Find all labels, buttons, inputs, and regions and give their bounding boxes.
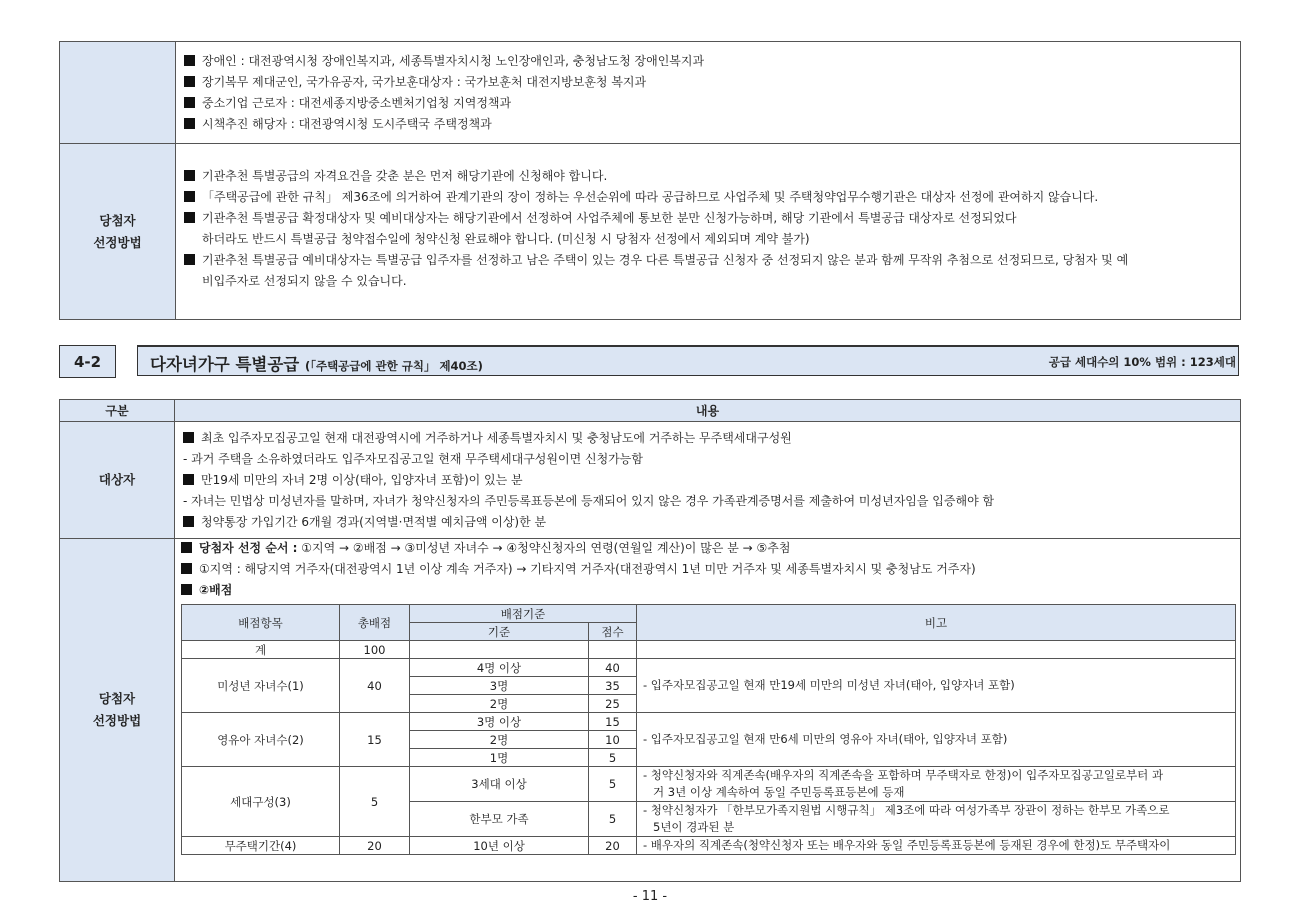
infant-note: - 입주자모집공고일 현재 만6세 미만의 영유아 자녀(태아, 입양자녀 포함) <box>637 713 1236 767</box>
score-title: ②배점 <box>181 580 1236 601</box>
header-note: 비고 <box>637 605 1236 641</box>
points-cell: 5 <box>589 767 637 802</box>
top-selection-cell <box>176 144 1241 320</box>
selection-region: ①지역 : 해당지역 거주자(대전광역시 1년 이상 계속 거주자) → 기타지역 거주자(대전광역시 1년 미만 거주자 및 세종특별자치시 및 충청남도 거주자) <box>181 559 1236 580</box>
infant-label: 영유아 자녀수(2) <box>182 713 340 767</box>
points-cell: 10 <box>589 731 637 749</box>
contacts-cell <box>176 42 1241 144</box>
header-total: 총배점 <box>340 605 410 641</box>
basis-cell: 1명 <box>410 749 589 767</box>
basis-cell: 10년 이상 <box>410 837 589 855</box>
target-line: - 과거 주택을 소유하였더라도 입주자모집공고일 현재 무주택세대구성원이면 신청가능함 <box>183 451 643 466</box>
points-cell: 40 <box>589 659 637 677</box>
selection-order: 당첨자 선정 순서 : ①지역 → ②배점 → ③미성년 자녀수 → ④청약신청자의 연령(연월일 계산)이 많은 분 → ⑤추첨 <box>181 538 1236 559</box>
minor-note: - 입주자모집공고일 현재 만19세 미만의 미성년 자녀(태아, 입양자녀 포함) <box>637 659 1236 713</box>
target-line: 만19세 미만의 자녀 2명 이상(태아, 입양자녀 포함)이 있는 분 <box>183 470 1232 491</box>
homeless-total: 20 <box>340 837 410 855</box>
selection-label: 당첨자 선정방법 <box>60 539 175 882</box>
household-label: 세대구성(3) <box>182 767 340 837</box>
basis-cell: 2명 <box>410 695 589 713</box>
contact-item: 장기복무 제대군인, 국가유공자, 국가보훈대상자 : 국가보훈처 대전지방보훈청 복지과 <box>184 72 1232 93</box>
header-item: 배점항목 <box>182 605 340 641</box>
single-parent-note: - 청약신청자가 「한부모가족지원법 시행규칙」 제3조에 따라 여성가족부 장관이 정하는 한부모 가족으로 5년이 경과된 분 <box>637 802 1236 837</box>
selection-item-cont: 비입주자로 선정되지 않을 수 있습니다. <box>202 273 407 288</box>
basis-cell: 2명 <box>410 731 589 749</box>
points-cell: 20 <box>589 837 637 855</box>
target-line: 최초 입주자모집공고일 현재 대전광역시에 거주하거나 세종특별자치시 및 충청남도에 거주하는 무주택세대구성원 <box>183 428 1232 449</box>
section-number: 4-2 <box>59 345 116 378</box>
basis-cell: 한부모 가족 <box>410 802 589 837</box>
minor-total: 40 <box>340 659 410 713</box>
target-line: - 자녀는 민법상 미성년자를 말하며, 자녀가 청약신청자의 주민등록표등본에 등재되어 있지 않은 경우 가족관계증명서를 제출하여 미성년자임을 입증해야 함 <box>183 493 995 508</box>
top-label-cell <box>60 42 176 144</box>
selection-item: 기관추천 특별공급 확정대상자 및 예비대상자는 해당기관에서 선정하여 사업주체에 통보한 분만 신청가능하며, 해당 기관에서 특별공급 대상자로 선정되었다 <box>184 208 1232 229</box>
main-table <box>59 399 1241 882</box>
section-title: 다자녀가구 특별공급 <box>150 355 300 374</box>
contact-item: 중소기업 근로자 : 대전세종지방중소벤처기업청 지역정책과 <box>184 93 1232 114</box>
sum-value: 100 <box>340 641 410 659</box>
points-cell: 15 <box>589 713 637 731</box>
selection-item: 기관추천 특별공급의 자격요건을 갖춘 분은 먼저 해당기관에 신청해야 합니다. <box>184 166 1232 187</box>
points-cell: 5 <box>589 802 637 837</box>
basis-cell: 3명 이상 <box>410 713 589 731</box>
score-table <box>181 604 1236 855</box>
selection-item: 기관추천 특별공급 예비대상자는 특별공급 입주자를 선정하고 남은 주택이 있는 경우 다른 특별공급 신청자 중 선정되지 않은 분과 함께 무작위 추첨으로 선정되므로, 당첨자 및 예 <box>184 250 1232 271</box>
col-header-content: 내용 <box>175 400 1241 422</box>
points-cell: 25 <box>589 695 637 713</box>
target-line: 청약통장 가입기간 6개월 경과(지역별·면적별 예치금액 이상)한 분 <box>183 512 1232 533</box>
section-title-bar <box>137 345 1239 376</box>
basis-cell: 3세대 이상 <box>410 767 589 802</box>
homeless-note: - 배우자의 직계존속(청약신청자 또는 배우자와 동일 주민등록표등본에 등재된 경우에 한정)도 무주택자이 <box>637 837 1236 855</box>
selection-cell <box>175 539 1241 882</box>
household-total: 5 <box>340 767 410 837</box>
basis-cell: 4명 이상 <box>410 659 589 677</box>
homeless-label: 무주택기간(4) <box>182 837 340 855</box>
points-cell: 5 <box>589 749 637 767</box>
page-number: - 11 - <box>632 889 668 904</box>
top-section-table <box>59 41 1241 320</box>
selection-item: 「주택공급에 관한 규칙」 제36조에 의거하여 관계기관의 장이 정하는 우선순위에 따라 공급하므로 사업주체 및 주택청약업무수행기관은 대상자 선정에 관여하지 않습니다. <box>184 187 1232 208</box>
contact-item: 장애인 : 대전광역시청 장애인복지과, 세종특별자치시청 노인장애인과, 충청남도청 장애인복지과 <box>184 51 1232 72</box>
infant-total: 15 <box>340 713 410 767</box>
top-selection-label: 당첨자 선정방법 <box>60 144 176 320</box>
sum-label: 계 <box>182 641 340 659</box>
selection-item-cont: 하더라도 반드시 특별공급 청약접수일에 청약신청 완료해야 합니다. (미신청 시 당첨자 선정에서 제외되며 계약 불가) <box>202 231 810 246</box>
points-cell: 35 <box>589 677 637 695</box>
target-cell <box>175 422 1241 539</box>
header-points: 점수 <box>589 623 637 641</box>
household-note: - 청약신청자와 직계존속(배우자의 직계존속을 포함하며 무주택자로 한정)이 입주자모집공고일로부터 과 거 3년 이상 계속하여 동일 주민등록표등본에 등재 <box>637 767 1236 802</box>
contact-item: 시책추진 해당자 : 대전광역시청 도시주택국 주택정책과 <box>184 114 1232 135</box>
target-label: 대상자 <box>60 422 175 539</box>
header-basis: 기준 <box>410 623 589 641</box>
basis-cell: 3명 <box>410 677 589 695</box>
col-header-category: 구분 <box>60 400 175 422</box>
header-criteria: 배점기준 <box>410 605 637 623</box>
minor-label: 미성년 자녀수(1) <box>182 659 340 713</box>
section-subtitle: (「주택공급에 관한 규칙」 제40조) <box>304 359 483 373</box>
supply-count: 공급 세대수의 10% 범위 : 123세대 <box>1048 355 1236 369</box>
